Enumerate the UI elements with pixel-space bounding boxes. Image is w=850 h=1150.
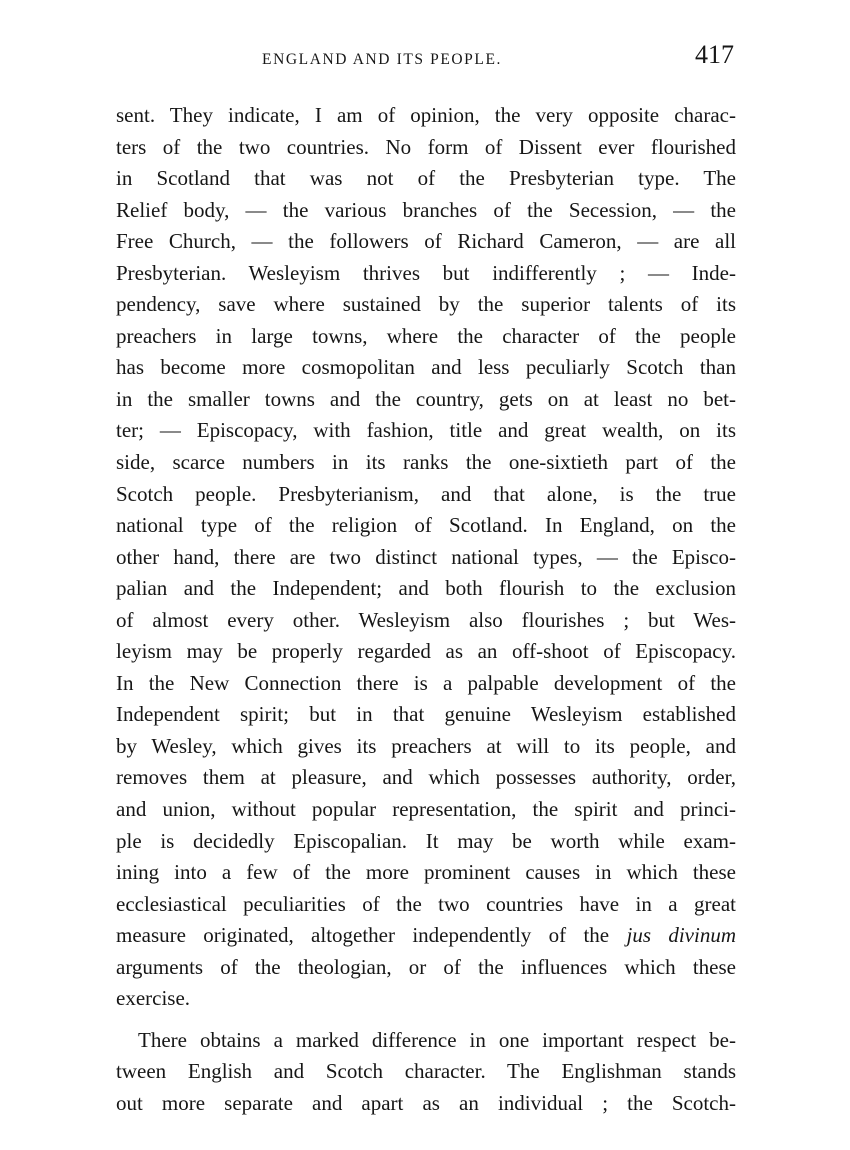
text-line: and union, without popular representation, the spirit and princi- xyxy=(116,797,736,822)
text-line: Independent spirit; but in that genuine Wesleyism established xyxy=(116,702,736,727)
text-line: palian and the Independent; and both flourish to the exclusion xyxy=(116,576,736,601)
text-line: pendency, save where sustained by the superior talents of its xyxy=(116,292,736,317)
italic-phrase: jus divinum xyxy=(626,923,736,948)
text-line: exercise. xyxy=(116,986,191,1011)
running-title: ENGLAND AND ITS PEOPLE. xyxy=(262,51,503,68)
text-line: national type of the religion of Scotland. In England, on the xyxy=(116,513,736,538)
text-line: ple is decidedly Episcopalian. It may be worth while exam- xyxy=(116,828,736,853)
text-line: ter; — Episcopacy, with fashion, title and great wealth, on its xyxy=(116,418,736,443)
text-line: ters of the two countries. No form of Dissent ever flourished xyxy=(116,134,736,159)
text-run: measure originated, altogether independently of the xyxy=(116,923,627,948)
text-line: preachers in large towns, where the character of the people xyxy=(116,323,736,348)
paragraph-1 xyxy=(116,100,736,1015)
paragraph-gap xyxy=(116,1015,736,1025)
text-line: There obtains a marked difference in one important respect be- xyxy=(138,1027,736,1052)
text-line: sent. They indicate, I am of opinion, the very opposite charac- xyxy=(116,103,736,127)
text-line: in the smaller towns and the country, gets on at least no bet- xyxy=(116,386,736,411)
text-line: Presbyterian. Wesleyism thrives but indifferently ; — Inde- xyxy=(116,260,736,285)
text-line-with-italic xyxy=(116,920,736,952)
page-number: 417 xyxy=(695,40,734,69)
text-line: has become more cosmopolitan and less peculiarly Scotch than xyxy=(116,355,736,380)
text-line: Free Church, — the followers of Richard Cameron, — are all xyxy=(116,229,736,254)
text-line: side, scarce numbers in its ranks the one-sixtieth part of the xyxy=(116,450,736,475)
text-line: ining into a few of the more prominent causes in which these xyxy=(116,860,736,885)
text-line: out more separate and apart as an individual ; the Scotch- xyxy=(116,1090,736,1115)
text-line: other hand, there are two distinct national types, — the Episco- xyxy=(116,544,736,569)
text-line: arguments of the theologian, or of the influences which these xyxy=(116,954,736,979)
text-line: Relief body, — the various branches of the Secession, — the xyxy=(116,197,736,222)
text-line: leyism may be properly regarded as an off-shoot of Episcopacy. xyxy=(116,639,736,664)
paragraph-2 xyxy=(116,1025,736,1120)
text-line: tween English and Scotch character. The Englishman stands xyxy=(116,1059,736,1084)
body-text xyxy=(116,100,736,1120)
text-line: In the New Connection there is a palpable development of the xyxy=(116,670,736,695)
text-line: ecclesiastical peculiarities of the two countries have in a great xyxy=(116,891,736,916)
text-line: of almost every other. Wesleyism also flourishes ; but Wes- xyxy=(116,607,736,632)
text-line: Scotch people. Presbyterianism, and that alone, is the true xyxy=(116,481,736,506)
text-line: removes them at pleasure, and which possesses authority, order, xyxy=(116,765,736,790)
text-line: by Wesley, which gives its preachers at will to its people, and xyxy=(116,733,736,758)
text-line: in Scotland that was not of the Presbyterian type. The xyxy=(116,166,736,191)
running-head xyxy=(0,40,850,80)
